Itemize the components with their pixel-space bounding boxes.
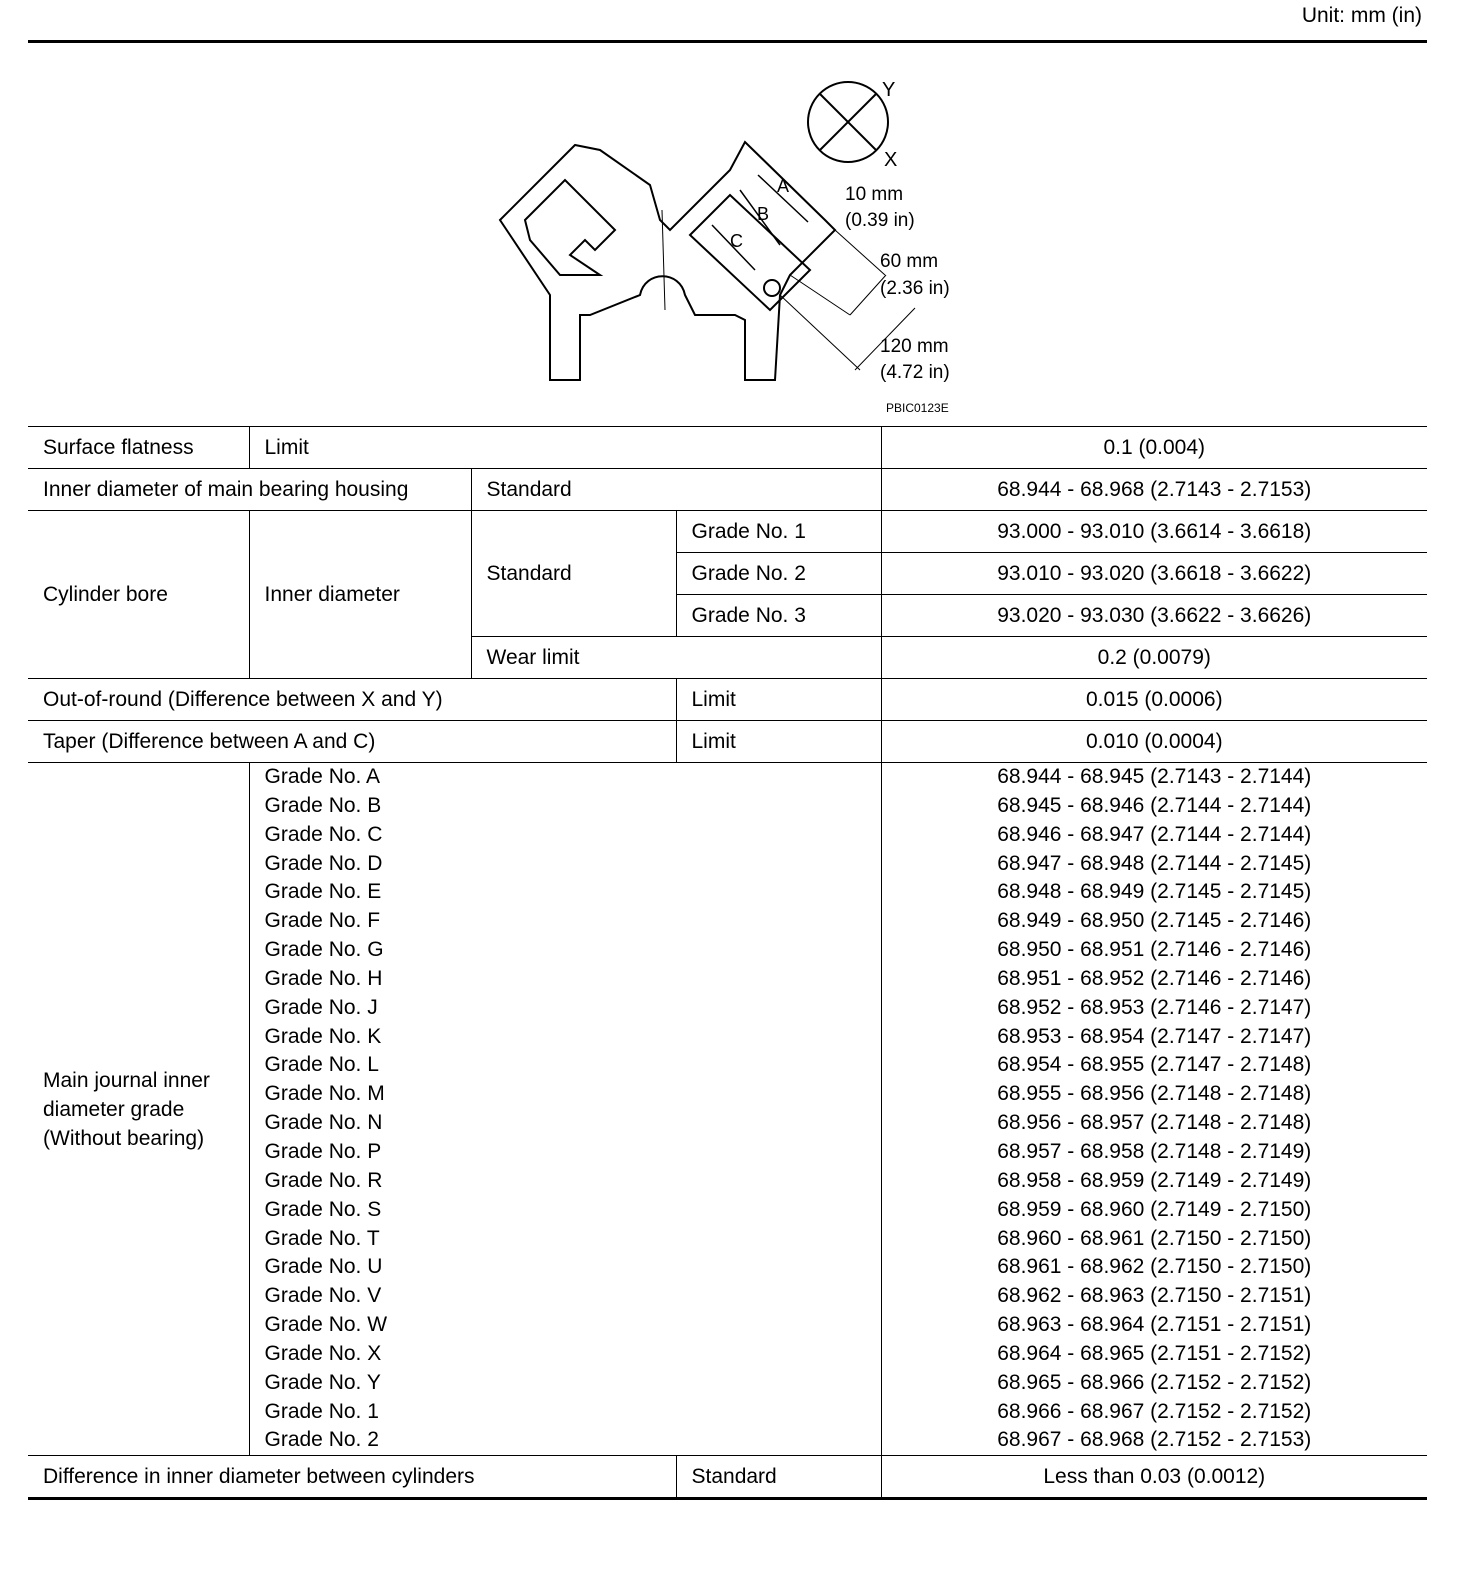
grade-value: 68.961 - 68.962 (2.7150 - 2.7150) — [997, 1255, 1312, 1279]
row-type: Limit — [676, 721, 881, 763]
grade-label: Grade No. 2 — [676, 553, 881, 595]
svg-text:60 mm: 60 mm — [880, 251, 939, 272]
table-row — [28, 1456, 1427, 1499]
grade-value: 68.954 - 68.955 (2.7147 - 2.7148) — [997, 1053, 1312, 1077]
grade-label: Grade No. 2 — [264, 1428, 379, 1452]
grade-value: 68.957 - 68.958 (2.7148 - 2.7149) — [997, 1139, 1312, 1163]
grade-label: Grade No. R — [264, 1168, 383, 1192]
grade-value: 68.950 - 68.951 (2.7146 - 2.7146) — [997, 938, 1312, 962]
table-row — [28, 511, 1427, 553]
svg-text:A: A — [777, 176, 790, 196]
row-label: Cylinder bore — [28, 511, 249, 679]
top-rule — [28, 40, 1427, 43]
grade-label: Grade No. D — [264, 851, 383, 875]
xy-measurement-icon — [808, 82, 888, 162]
grade-label: Grade No. G — [264, 938, 384, 962]
figure-code: PBIC0123E — [886, 401, 949, 415]
grade-value: 68.959 - 68.960 (2.7149 - 2.7150) — [997, 1197, 1312, 1221]
row-type: Standard — [676, 1456, 881, 1499]
table-row — [28, 763, 1427, 1456]
grade-label: Grade No. W — [264, 1313, 388, 1337]
table-row — [28, 721, 1427, 763]
cylinder-block-diagram — [490, 70, 980, 420]
row-type: Wear limit — [471, 637, 881, 679]
grade-list — [249, 763, 881, 1456]
grade-label: Grade No. E — [264, 880, 382, 904]
svg-text:C: C — [730, 231, 743, 251]
row-label: Inner diameter of main bearing housing — [28, 469, 471, 511]
grade-label: Grade No. 3 — [676, 595, 881, 637]
grade-value: 68.949 - 68.950 (2.7145 - 2.7146) — [997, 909, 1312, 933]
row-type: Limit — [676, 679, 881, 721]
grade-value-list — [881, 763, 1427, 1456]
table-row — [28, 679, 1427, 721]
grade-label: Grade No. P — [264, 1139, 382, 1163]
row-value: Less than 0.03 (0.0012) — [881, 1456, 1427, 1499]
grade-label: Grade No. A — [264, 765, 381, 788]
grade-label: Grade No. J — [264, 995, 378, 1019]
unit-label: Unit: mm (in) — [1301, 4, 1422, 27]
svg-text:Y: Y — [882, 79, 896, 101]
grade-value: 68.967 - 68.968 (2.7152 - 2.7153) — [997, 1428, 1312, 1452]
grade-label: Grade No. F — [264, 909, 381, 933]
row-value: 0.015 (0.0006) — [881, 679, 1427, 721]
grade-value: 68.946 - 68.947 (2.7144 - 2.7144) — [997, 822, 1312, 846]
grade-label: Grade No. B — [264, 793, 382, 817]
grade-label: Grade No. U — [264, 1255, 383, 1279]
row-label: Difference in inner diameter between cylinders — [28, 1456, 676, 1499]
row-sublabel: Inner diameter — [249, 511, 471, 679]
grade-label: Grade No. N — [264, 1111, 383, 1135]
row-value: 68.944 - 68.968 (2.7143 - 2.7153) — [881, 469, 1427, 511]
table-row — [28, 427, 1427, 469]
row-type: Limit — [249, 427, 881, 469]
grade-value: 68.962 - 68.963 (2.7150 - 2.7151) — [997, 1284, 1312, 1308]
grade-value: 68.944 - 68.945 (2.7143 - 2.7144) — [997, 765, 1312, 788]
grade-label: Grade No. C — [264, 822, 383, 846]
grade-value: 68.960 - 68.961 (2.7150 - 2.7150) — [997, 1226, 1312, 1250]
grade-label: Grade No. 1 — [264, 1399, 379, 1423]
grade-value: 68.966 - 68.967 (2.7152 - 2.7152) — [997, 1399, 1312, 1423]
grade-value: 93.010 - 93.020 (3.6618 - 3.6622) — [881, 553, 1427, 595]
svg-text:(0.39 in): (0.39 in) — [845, 210, 915, 231]
svg-text:120 mm: 120 mm — [880, 336, 949, 357]
row-label: Surface flatness — [28, 427, 249, 469]
grade-value: 68.952 - 68.953 (2.7146 - 2.7147) — [997, 995, 1312, 1019]
grade-value: 68.951 - 68.952 (2.7146 - 2.7146) — [997, 966, 1312, 990]
grade-value: 93.000 - 93.010 (3.6614 - 3.6618) — [881, 511, 1427, 553]
grade-value: 68.956 - 68.957 (2.7148 - 2.7148) — [997, 1111, 1312, 1135]
grade-value: 68.958 - 68.959 (2.7149 - 2.7149) — [997, 1168, 1312, 1192]
grade-label: Grade No. S — [264, 1197, 382, 1221]
grade-value: 68.945 - 68.946 (2.7144 - 2.7144) — [997, 793, 1312, 817]
row-value: 0.010 (0.0004) — [881, 721, 1427, 763]
svg-text:X: X — [884, 149, 898, 171]
grade-label: Grade No. M — [264, 1082, 385, 1106]
grade-value: 68.964 - 68.965 (2.7151 - 2.7152) — [997, 1341, 1312, 1365]
row-label: Main journal inner diameter grade (Without bearing) — [28, 763, 249, 1456]
row-label: Out-of-round (Difference between X and Y) — [28, 679, 676, 721]
grade-label: Grade No. T — [264, 1226, 380, 1250]
grade-label: Grade No. 1 — [676, 511, 881, 553]
row-type: Standard — [471, 469, 881, 511]
grade-label: Grade No. Y — [264, 1370, 381, 1394]
svg-text:(4.72 in): (4.72 in) — [880, 362, 950, 383]
grade-label: Grade No. H — [264, 966, 383, 990]
grade-value: 68.947 - 68.948 (2.7144 - 2.7145) — [997, 851, 1312, 875]
grade-value: 93.020 - 93.030 (3.6622 - 3.6626) — [881, 595, 1427, 637]
svg-text:10 mm: 10 mm — [845, 184, 904, 205]
row-label: Taper (Difference between A and C) — [28, 721, 676, 763]
svg-text:B: B — [757, 204, 770, 224]
grade-value: 68.953 - 68.954 (2.7147 - 2.7147) — [997, 1024, 1312, 1048]
row-value: 0.2 (0.0079) — [881, 637, 1427, 679]
grade-value: 68.963 - 68.964 (2.7151 - 2.7151) — [997, 1313, 1312, 1337]
grade-label: Grade No. X — [264, 1341, 382, 1365]
grade-value: 68.948 - 68.949 (2.7145 - 2.7145) — [997, 880, 1312, 904]
svg-text:(2.36 in): (2.36 in) — [880, 278, 950, 299]
grade-label: Grade No. K — [264, 1024, 382, 1048]
grade-label: Grade No. L — [264, 1053, 379, 1077]
row-type: Standard — [471, 511, 676, 637]
table-row — [28, 469, 1427, 511]
row-value: 0.1 (0.004) — [881, 427, 1427, 469]
cylinder-block-spec-table — [28, 426, 1427, 1500]
grade-value: 68.955 - 68.956 (2.7148 - 2.7148) — [997, 1082, 1312, 1106]
grade-value: 68.965 - 68.966 (2.7152 - 2.7152) — [997, 1370, 1312, 1394]
grade-label: Grade No. V — [264, 1284, 382, 1308]
